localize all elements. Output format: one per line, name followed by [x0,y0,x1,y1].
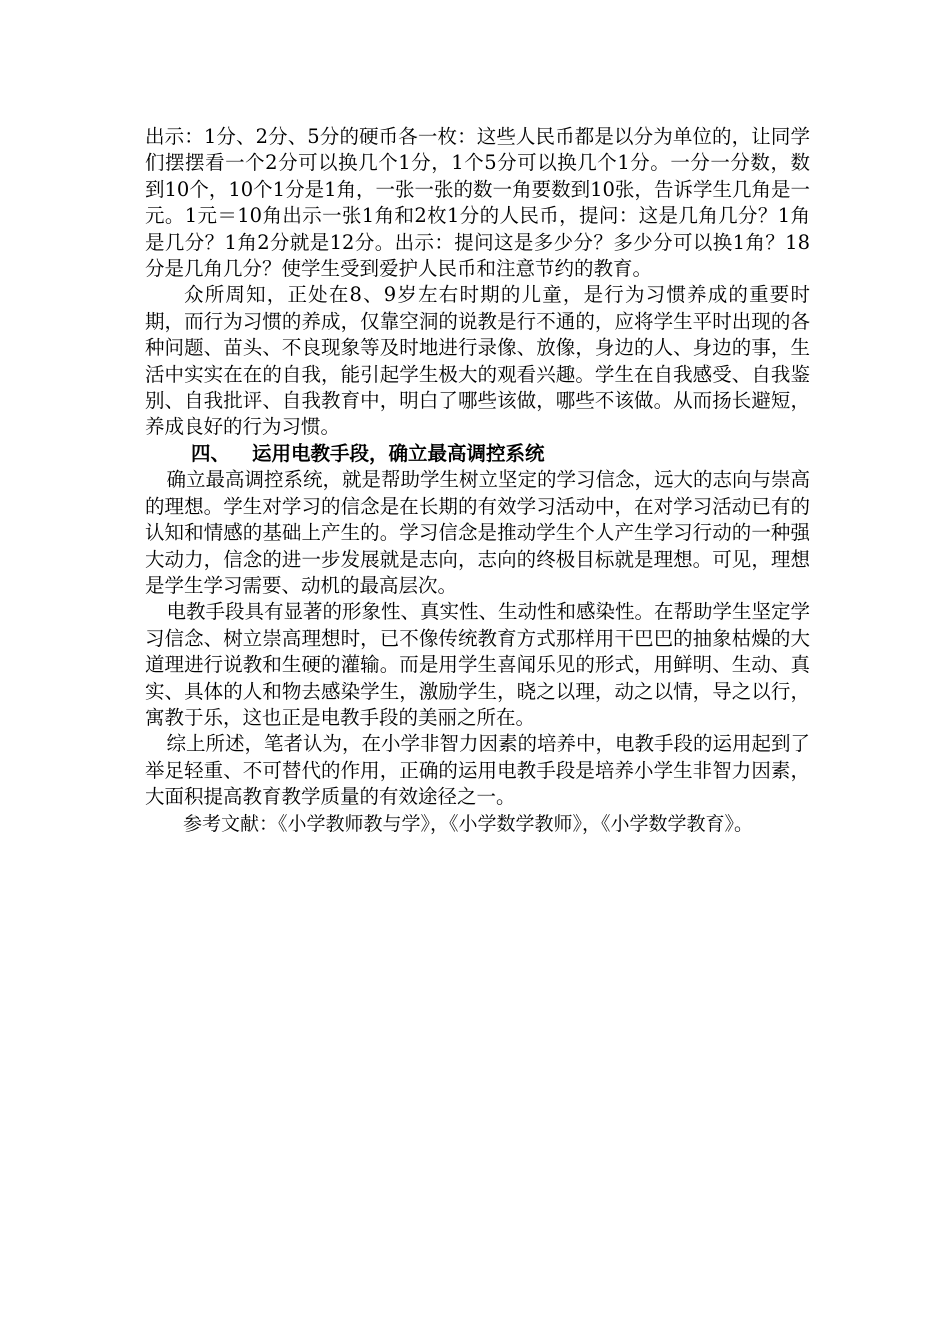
paragraph-control-system: 确立最高调控系统，就是帮助学生树立坚定的学习信念，远大的志向与崇高的理想。学生对学习的信念是在长期的有效学习活动中，在对学习活动已有的认知和情感的基础上产生的。学习信念是推动学生个人产生学习行动的一种强大动力，信念的进一步发展就是志向，志向的终极目标就是理想。可见，理想是学生学习需要、动机的最高层次。 [145,468,810,597]
section-title: 运用电教手段，确立最高调控系统 [252,441,545,465]
paragraph-audio-visual-features: 电教手段具有显著的形象性、真实性、生动性和感染性。在帮助学生坚定学习信念、树立崇高理想时，已不像传统教育方式那样用干巴巴的抽象枯燥的大道理进行说教和生硬的灌输。而是用学生喜闻乐见的形式，用鲜明、生动、真实、具体的人和物去感染学生，激励学生，晓之以理，动之以情，导之以行，寓教于乐，这也正是电教手段的美丽之所在。 [145,600,810,729]
section-number: 四、 [191,441,231,465]
references: 参考文献：《小学教师教与学》，《小学数学教师》，《小学数学教育》。 [183,812,754,835]
paragraph-coin-exercise: 出示：1分、2分、5分的硬币各一枚：这些人民币都是以分为单位的，让同学们摆摆看一个2分可以换几个1分，1个5分可以换几个1分。一分一分数，数到10个，10个1分是1角，一张一张的数一角要数到10张，告诉学生几角是一元。1元＝10角出示一张1角和2枚1分的人民币，提问：这是几角几分？1角是几分？1角2分就是12分。出示：提问这是多少分？多少分可以换1角？18分是几角几分？使学生受到爱护人民币和注意节约的教育。 [145,125,810,281]
paragraph-behavior-habits: 众所周知，正处在8、9岁左右时期的儿童，是行为习惯养成的重要时期，而行为习惯的养成，仅靠空洞的说教是行不通的，应将学生平时出现的各种问题、苗头、不良现象等及时地进行录像、放像，身边的人、身边的事，生活中实实在在的自我，能引起学生极大的观看兴趣。学生在自我感受、自我鉴别、自我批评、自我教育中，明白了哪些该做，哪些不该做。从而扬长避短，养成良好的行为习惯。 [145,283,810,439]
section-heading [145,441,810,467]
body-text [145,124,810,837]
paragraph-conclusion: 综上所述，笔者认为，在小学非智力因素的培养中，电教手段的运用起到了举足轻重、不可替代的作用，正确的运用电教手段是培养小学生非智力因素，大面积提高教育教学质量的有效途径之一。 [145,732,810,809]
